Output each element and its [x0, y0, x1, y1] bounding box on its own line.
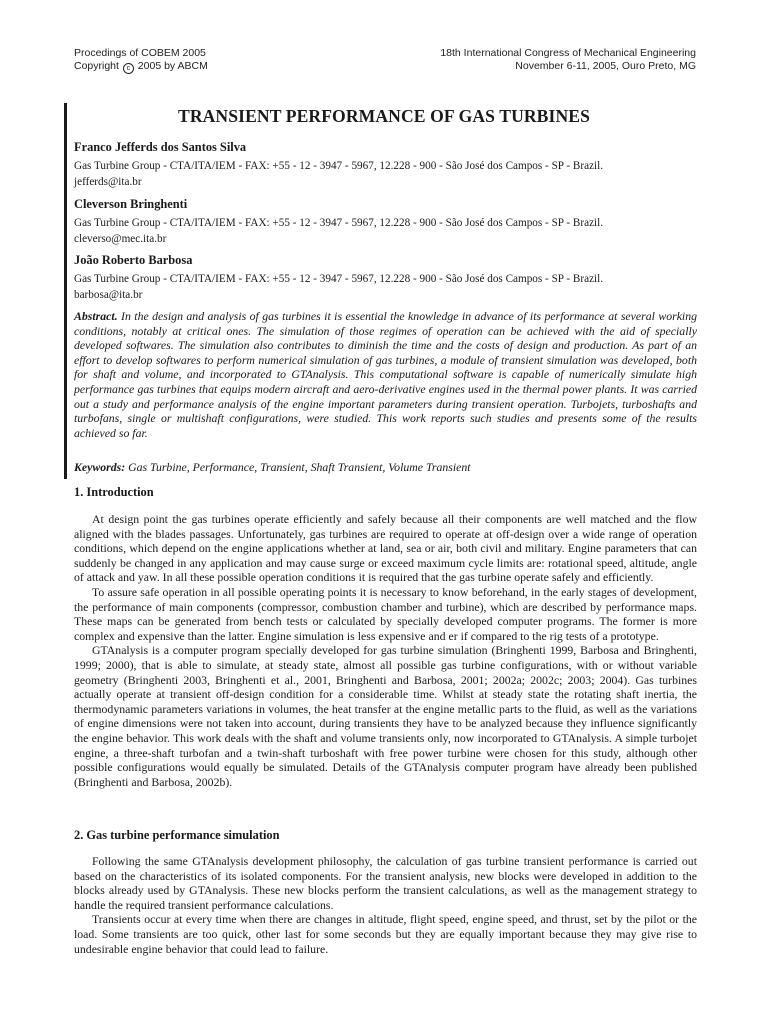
author-name: Franco Jefferds dos Santos Silva [74, 140, 247, 154]
paragraph: Following the same GTAnalysis development philosophy, the calculation of gas turbine transient performance is carried out based on the characteristics of its isolated components. For the transient analysis, new blocks were developed in addition to the blocks already used by GTAnalysis. These new blocks perform the transient calculations, as well as the management strategy to handle the required transient performance calculations. [74, 854, 697, 912]
author-affiliation: Gas Turbine Group - CTA/ITA/IEM - FAX: +55 - 12 - 3947 - 5967, 12.228 - 900 - São José dos Campos - SP - Brazil. [74, 217, 604, 229]
paper-title: TRANSIENT PERFORMANCE OF GAS TURBINES [177, 106, 590, 126]
proceedings-name: Procedings of COBEM 2005 [74, 47, 206, 59]
paragraph: GTAnalysis is a computer program specially developed for gas turbine simulation (Bringhenti 1999, Barbosa and Bringhenti, 1999; 2000), that is able to simulate, at steady state, almost all possible gas turbine configurations, with or without variable geometry (Bringhenti 2003, Bringhenti et al., 2001, Bringhenti and Barbosa, 2001; 2002a; 2002c; 2003; 2004). Gas turbines actually operate at transient off-design condition for a considerable time. Whilst at steady state the rotating shaft inertia, the thermodynamic parameters variations in volumes, the heat transfer at the engine metallic parts to the fluid, as well as the variations of engine dimensions were not taken into account, during transients they have to be analyzed because they influence significantly the engine behavior. This work deals with the shaft and volume transients only, now incorporated to GTAnalysis. A simple turbojet engine, a three-shaft turbofan and a twin-shaft turboshaft with free power turbine were chosen for this study, although other possible configurations would equally be simulated. Details of the GTAnalysis computer program have already been published (Bringhenti and Barbosa, 2002b). [74, 643, 697, 789]
author-affiliation: Gas Turbine Group - CTA/ITA/IEM - FAX: +55 - 12 - 3947 - 5967, 12.228 - 900 - São José dos Campos - SP - Brazil. [74, 160, 604, 172]
section-heading-introduction: 1. Introduction [74, 485, 154, 499]
author-email: cleverso@mec.ita.br [74, 233, 167, 245]
author-block-2 [74, 197, 704, 247]
author-affiliation: Gas Turbine Group - CTA/ITA/IEM - FAX: +55 - 12 - 3947 - 5967, 12.228 - 900 - São José dos Campos - SP - Brazil. [74, 273, 604, 285]
abstract-text: In the design and analysis of gas turbines it is essential the knowledge in advance of its performance at several working conditions, notably at critical ones. The simulation of those regimes of operation can be achieved with the aid of specially developed softwares. The simulation also contributes to diminish the time and the costs of design and production. As part of an effort to develop softwares to perform numerical simulation of gas turbines, a module of transient simulation was developed, both for shaft and volume, and incorporated to GTAnalysis. This computational software is capable of numerically simulate high performance gas turbines that equips modern aircraft and aero-derivative engines used in the thermal power plants. It was carried out a study and performance analysis of the engine important parameters during transient operation. Turbojets, turboshafts and turbofans, single or multishaft configurations, were studied. This work reports such studies and presents some of the results achieved so far. [74, 309, 697, 440]
keywords [74, 460, 697, 474]
author-email: barbosa@ita.br [74, 289, 143, 301]
running-header-right [440, 47, 696, 73]
copyright-symbol: c [123, 63, 134, 74]
running-header-left [74, 47, 208, 74]
margin-bar [64, 103, 67, 479]
abstract [74, 309, 697, 440]
section-heading-simulation: 2. Gas turbine performance simulation [74, 828, 280, 842]
author-block-1 [74, 140, 704, 190]
author-name: Cleverson Bringhenti [74, 197, 188, 211]
copyright-suffix: 2005 by ABCM [137, 60, 208, 72]
author-email: jefferds@ita.br [74, 176, 142, 188]
keywords-label: Keywords: [74, 460, 126, 474]
keywords-text: Gas Turbine, Performance, Transient, Shaft Transient, Volume Transient [128, 460, 471, 474]
author-name: João Roberto Barbosa [74, 253, 193, 267]
copyright-prefix: Copyright [74, 60, 119, 72]
paragraph: At design point the gas turbines operate efficiently and safely because all their components are well matched and the flow aligned with the blades passages. Unfortunately, gas turbines are required to operate at off-design over a wide range of operation conditions, which depend on the engine applications whether at land, sea or air, both civil and military. Engine parameters that can suddenly be changed in any application and may cause surge or exceed maximum cycle limits are: rotational speed, altitude, angle of attack and yaw. In all these possible operation conditions it is required that the gas turbine operate safely and efficiently. [74, 512, 697, 585]
copyright-line [74, 60, 208, 74]
congress-date-location: November 6-11, 2005, Ouro Preto, MG [515, 60, 696, 72]
paragraph: Transients occur at every time when there are changes in altitude, flight speed, engine speed, and thrust, set by the pilot or the load. Some transients are too quick, other last for some seconds but they are equally important because they may give rise to undesirable engine behavior that could lead to failure. [74, 912, 697, 956]
section-body-introduction [74, 512, 697, 789]
author-block-3 [74, 253, 704, 303]
paragraph: To assure safe operation in all possible operating points it is necessary to know beforehand, in the early stages of development, the performance of main components (compressor, combustion chamber and turbine), which are described by performance maps. These maps can be generated from bench tests or calculated by specially developed computer programs. The former is more complex and expensive than the latter. Engine simulation is less expensive and er if compared to the rig tests of a prototype. [74, 584, 697, 643]
section-body-simulation [74, 854, 697, 956]
congress-name: 18th International Congress of Mechanical Engineering [440, 47, 696, 59]
abstract-label: Abstract. [74, 309, 118, 323]
